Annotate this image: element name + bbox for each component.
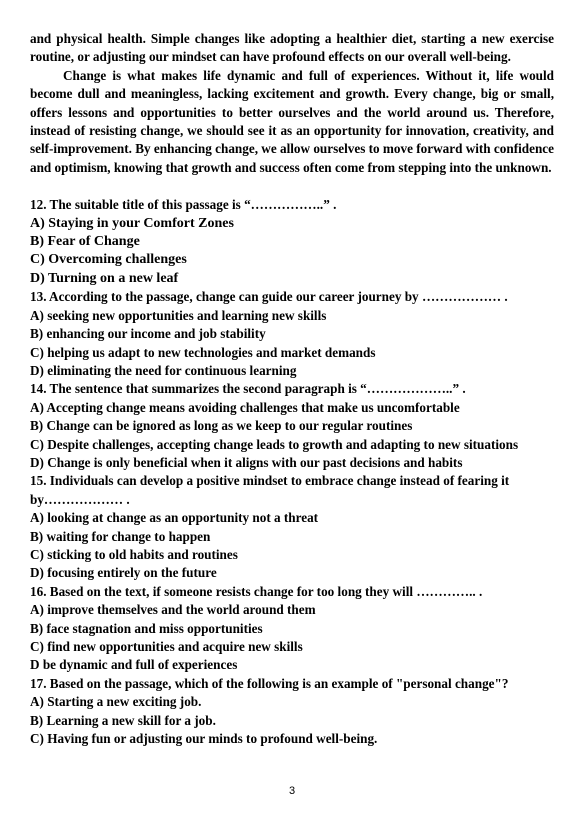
answer-option: A) improve themselves and the world around them bbox=[30, 602, 316, 618]
question-15 bbox=[30, 472, 554, 582]
answer-option: C) Having fun or adjusting our minds to profound well-being. bbox=[30, 731, 378, 747]
answer-option: B) enhancing our income and job stability bbox=[30, 326, 266, 342]
answer-option: B) Fear of Change bbox=[30, 234, 140, 250]
question-stem: 13. According to the passage, change can guide our career journey by ……………… . bbox=[30, 289, 508, 305]
answer-option: A) seeking new opportunities and learning new skills bbox=[30, 307, 327, 323]
question-stem: 14. The sentence that summarizes the second paragraph is “………………..” . bbox=[30, 381, 466, 397]
passage-paragraph-1-end: and physical health. Simple changes like adopting a healthier diet, starting a new exercise routine, or adjusting our mindset can have profound effects on our overall well-being. bbox=[30, 31, 554, 65]
answer-option: A) Starting a new exciting job. bbox=[30, 694, 202, 710]
answer-option: D) Change is only beneficial when it aligns with our past decisions and habits bbox=[30, 454, 463, 470]
document-page bbox=[30, 30, 554, 748]
answer-option: C) Overcoming challenges bbox=[30, 252, 187, 268]
question-stem: 17. Based on the passage, which of the following is an example of "personal change"? bbox=[30, 675, 509, 691]
answer-option: D) focusing entirely on the future bbox=[30, 565, 217, 581]
page-number: 3 bbox=[288, 785, 296, 797]
answer-option: B) Change can be ignored as long as we keep to our regular routines bbox=[30, 418, 413, 434]
question-stem: 15. Individuals can develop a positive mindset to embrace change instead of fearing it by……………… . bbox=[30, 473, 510, 507]
section-gap bbox=[30, 177, 554, 196]
answer-option: C) helping us adapt to new technologies and market demands bbox=[30, 344, 376, 360]
answer-option: D be dynamic and full of experiences bbox=[30, 657, 238, 673]
answer-option: C) sticking to old habits and routines bbox=[30, 546, 238, 562]
answer-option: B) face stagnation and miss opportunities bbox=[30, 620, 263, 636]
answer-option: A) looking at change as an opportunity not a threat bbox=[30, 510, 319, 526]
question-16 bbox=[30, 583, 554, 675]
question-stem: 12. The suitable title of this passage is “……………..” . bbox=[30, 197, 337, 213]
answer-option: B) Learning a new skill for a job. bbox=[30, 712, 216, 728]
passage-paragraph-2: Change is what makes life dynamic and full of experiences. Without it, life would become dull and meaningless, lacking excitement and growth. Every change, big or small, offers lessons and opportunities to better ourselves and the world around us. Therefore, instead of resisting change, we should see it as an opportunity for innovation, creativity, and self-improvement. By enhancing change, we allow ourselves to move forward with confidence and optimism, knowing that growth and success often come from stepping into the unknown. bbox=[30, 67, 554, 175]
question-13 bbox=[30, 288, 554, 380]
answer-option: A) Staying in your Comfort Zones bbox=[30, 215, 234, 231]
question-14 bbox=[30, 380, 554, 472]
answer-option: B) waiting for change to happen bbox=[30, 528, 211, 544]
answer-option: C) Despite challenges, accepting change leads to growth and adapting to new situations bbox=[30, 436, 519, 452]
question-17 bbox=[30, 675, 554, 749]
answer-option: C) find new opportunities and acquire new skills bbox=[30, 639, 303, 654]
answer-option: D) eliminating the need for continuous learning bbox=[30, 362, 297, 378]
question-stem: 16. Based on the text, if someone resists change for too long they will ………….. . bbox=[30, 583, 483, 599]
question-12 bbox=[30, 196, 554, 288]
answer-option: D) Turning on a new leaf bbox=[30, 270, 179, 286]
answer-option: A) Accepting change means avoiding challenges that make us uncomfortable bbox=[30, 399, 460, 415]
